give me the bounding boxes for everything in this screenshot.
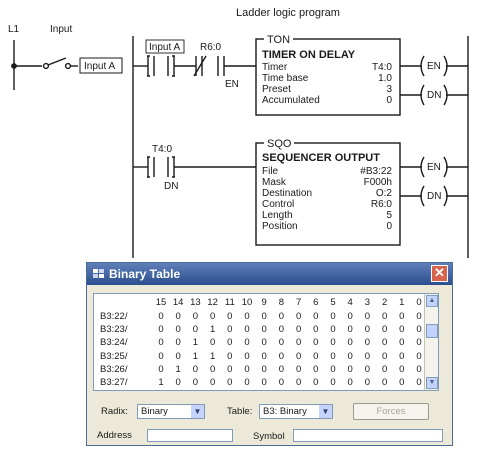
- scroll-up-icon[interactable]: ▲: [426, 295, 438, 307]
- field-value: 0: [386, 221, 392, 232]
- bit-cell[interactable]: 1: [192, 350, 199, 362]
- bit-cell[interactable]: 0: [330, 363, 336, 375]
- bit-cell[interactable]: 0: [227, 324, 233, 336]
- bit-cell[interactable]: 0: [399, 311, 405, 322]
- sqo-field-row: [262, 221, 392, 233]
- ton-field-row: [262, 95, 392, 107]
- bit-cell[interactable]: 0: [295, 377, 302, 388]
- bit-cell[interactable]: 0: [313, 324, 319, 336]
- radix-label: Radix:: [101, 406, 128, 417]
- field-key: Position: [262, 221, 298, 232]
- bit-cell[interactable]: 0: [158, 337, 164, 349]
- bit-cell[interactable]: 0: [364, 377, 371, 388]
- bit-header: 0: [416, 297, 422, 308]
- field-value: O:2: [375, 188, 392, 199]
- ton-dn-coil: DN: [427, 90, 442, 101]
- sqo-name: SEQUENCER OUTPUT: [262, 152, 380, 164]
- bit-header: 5: [330, 297, 336, 308]
- bit-cell[interactable]: 0: [347, 337, 353, 349]
- bit-cell[interactable]: 0: [416, 324, 422, 336]
- address-field[interactable]: [147, 429, 233, 442]
- bit-header: 15: [155, 297, 167, 308]
- scroll-thumb[interactable]: [426, 324, 438, 338]
- bit-cell[interactable]: 0: [381, 363, 388, 375]
- bit-cell[interactable]: 0: [313, 337, 319, 349]
- field-value: F000h: [363, 177, 392, 188]
- chevron-down-icon[interactable]: ▼: [191, 405, 204, 418]
- bit-cell[interactable]: 1: [209, 350, 216, 362]
- bit-cell[interactable]: 0: [295, 311, 302, 322]
- bit-cell[interactable]: 0: [158, 311, 164, 322]
- bit-cell[interactable]: 0: [416, 377, 422, 388]
- bit-cell[interactable]: 0: [209, 337, 216, 349]
- bit-cell[interactable]: 0: [261, 311, 267, 322]
- field-value: R6:0: [370, 199, 392, 210]
- field-value: 3: [386, 84, 392, 95]
- radix-select[interactable]: [137, 404, 205, 419]
- bit-cell[interactable]: 1: [175, 363, 181, 375]
- bit-cell[interactable]: 0: [192, 363, 199, 375]
- bit-cell[interactable]: 1: [209, 324, 216, 336]
- scroll-down-icon[interactable]: ▼: [426, 377, 438, 389]
- symbol-label: Symbol: [253, 431, 285, 442]
- bit-cell[interactable]: 0: [261, 377, 267, 388]
- bit-cell[interactable]: 0: [313, 311, 319, 322]
- bit-header: 4: [347, 297, 353, 308]
- l1-label: L1: [8, 24, 20, 35]
- field-value: 0: [386, 95, 392, 106]
- bit-cell[interactable]: 0: [381, 377, 388, 388]
- ton-type: TON: [264, 34, 293, 46]
- field-key: Destination: [262, 188, 313, 199]
- vertical-scrollbar[interactable]: [424, 294, 438, 390]
- bit-header: 12: [207, 297, 218, 308]
- rung1-nc-contact-address: R6:0: [200, 42, 222, 53]
- bit-cell[interactable]: 0: [209, 363, 216, 375]
- bit-cell[interactable]: 0: [192, 377, 199, 388]
- bit-cell[interactable]: 0: [227, 350, 233, 362]
- bit-cell[interactable]: 0: [313, 350, 319, 362]
- bit-cell[interactable]: 1: [158, 377, 164, 388]
- bit-cell[interactable]: 0: [261, 324, 267, 336]
- bit-cell[interactable]: 0: [227, 363, 233, 375]
- row-address-label: B3:25/: [100, 350, 128, 362]
- bit-cell[interactable]: 0: [364, 311, 371, 322]
- bit-cell[interactable]: 0: [158, 363, 164, 375]
- bit-cell[interactable]: 0: [381, 350, 388, 362]
- bit-cell[interactable]: 0: [347, 311, 353, 322]
- bit-cell[interactable]: 0: [347, 363, 353, 375]
- bit-cell[interactable]: 0: [192, 324, 199, 336]
- rung2-contact-address: T4:0: [152, 144, 173, 155]
- bit-cell[interactable]: 0: [175, 377, 181, 388]
- bit-cell[interactable]: 0: [244, 350, 250, 362]
- bit-cell[interactable]: 0: [278, 377, 285, 388]
- bit-cell[interactable]: 0: [295, 324, 302, 336]
- bit-cell[interactable]: 0: [175, 324, 181, 336]
- close-button[interactable]: [431, 265, 448, 282]
- bit-cell[interactable]: 0: [244, 363, 250, 375]
- bit-header: 10: [241, 297, 253, 308]
- bit-cell[interactable]: 0: [399, 337, 405, 349]
- bit-cell[interactable]: 0: [416, 350, 422, 362]
- bit-cell[interactable]: 0: [295, 337, 302, 349]
- field-value: 5: [386, 210, 392, 221]
- bit-cell[interactable]: 0: [175, 350, 181, 362]
- bit-cell[interactable]: 0: [399, 377, 405, 388]
- bit-cell[interactable]: 0: [416, 363, 422, 375]
- bit-cell[interactable]: 0: [278, 350, 285, 362]
- row-address-label: B3:24/: [100, 337, 128, 349]
- ton-fields: [262, 62, 392, 110]
- bit-cell[interactable]: 0: [330, 311, 336, 322]
- bit-cell[interactable]: 0: [313, 377, 319, 388]
- field-value: T4:0: [371, 62, 392, 73]
- row-address-label: B3:22/: [100, 311, 128, 322]
- bit-cell[interactable]: 0: [158, 324, 164, 336]
- bit-cell[interactable]: 0: [227, 311, 233, 322]
- bit-cell[interactable]: 0: [399, 363, 405, 375]
- chevron-down-icon[interactable]: ▼: [319, 405, 332, 418]
- bit-cell[interactable]: 0: [364, 337, 371, 349]
- bit-cell[interactable]: 0: [399, 350, 405, 362]
- sqo-dn-coil: DN: [427, 191, 442, 202]
- bit-cell[interactable]: 0: [227, 377, 233, 388]
- field-key: Length: [262, 210, 293, 221]
- field-key: Mask: [262, 177, 286, 188]
- bit-header: 6: [313, 297, 319, 308]
- table-value: B3: Binary: [263, 406, 307, 417]
- field-key: Timer: [262, 62, 288, 73]
- input-device-label: Input A: [84, 61, 116, 72]
- ton-name: TIMER ON DELAY: [262, 49, 356, 61]
- bit-header: 2: [381, 297, 388, 308]
- bit-cell[interactable]: 0: [278, 337, 285, 349]
- bit-cell[interactable]: 0: [381, 324, 388, 336]
- rung2-contact-bit: DN: [164, 181, 179, 192]
- bit-cell[interactable]: 0: [278, 311, 285, 322]
- rung1-contact-label: Input A: [149, 42, 181, 53]
- bit-cell[interactable]: 0: [192, 311, 199, 322]
- field-value: #B3:22: [360, 166, 392, 177]
- bit-cell[interactable]: 0: [347, 377, 353, 388]
- row-address-label: B3:27/: [100, 377, 128, 388]
- field-key: Control: [262, 199, 295, 210]
- sqo-en-coil: EN: [427, 162, 441, 173]
- bit-cell[interactable]: 0: [244, 377, 250, 388]
- input-label: Input: [50, 24, 73, 35]
- bit-header: 8: [278, 297, 285, 308]
- field-key: File: [262, 166, 279, 177]
- bit-cell[interactable]: 0: [364, 324, 371, 336]
- bit-cell[interactable]: 0: [347, 350, 353, 362]
- bit-cell[interactable]: 0: [313, 363, 319, 375]
- bit-cell[interactable]: 0: [278, 363, 285, 375]
- field-value: 1.0: [378, 73, 392, 84]
- bit-cell[interactable]: 0: [416, 337, 422, 349]
- bit-cell[interactable]: 0: [244, 337, 250, 349]
- binary-table-window: [86, 262, 453, 446]
- bit-cell[interactable]: 0: [381, 337, 388, 349]
- forces-button[interactable]: Forces: [353, 403, 429, 420]
- bit-cell[interactable]: 0: [330, 337, 336, 349]
- bit-cell[interactable]: 0: [295, 363, 302, 375]
- bit-cell[interactable]: 0: [416, 311, 422, 322]
- window-title: Binary Table: [109, 267, 181, 281]
- bit-cell[interactable]: 0: [364, 350, 371, 362]
- bit-header: 11: [224, 297, 235, 308]
- bit-header: 14: [172, 297, 184, 308]
- bit-cell[interactable]: 0: [364, 363, 371, 375]
- bit-cell[interactable]: 1: [192, 337, 199, 349]
- bit-cell[interactable]: 0: [261, 350, 267, 362]
- close-icon: ✕: [434, 265, 445, 280]
- bit-cell[interactable]: 0: [158, 350, 164, 362]
- bit-cell[interactable]: 0: [330, 350, 336, 362]
- bit-cell[interactable]: 0: [175, 311, 181, 322]
- sqo-type: SQO: [264, 138, 294, 150]
- bit-header: 1: [399, 297, 405, 308]
- bit-header: 3: [364, 297, 371, 308]
- bit-cell[interactable]: 0: [175, 337, 181, 349]
- bit-cell[interactable]: 0: [399, 324, 405, 336]
- table-select[interactable]: [259, 404, 333, 419]
- title-bar[interactable]: [87, 263, 452, 285]
- bit-cell[interactable]: 0: [330, 324, 336, 336]
- address-label: Address: [97, 430, 132, 441]
- radix-value: Binary: [141, 406, 168, 417]
- bit-cell[interactable]: 0: [330, 377, 336, 388]
- field-key: Preset: [262, 84, 291, 95]
- bit-cell[interactable]: 0: [347, 324, 353, 336]
- sqo-fields: [262, 166, 392, 238]
- bit-cell[interactable]: 0: [261, 337, 267, 349]
- bit-cell[interactable]: 0: [209, 311, 216, 322]
- diagram-title: Ladder logic program: [236, 7, 340, 19]
- bit-cell[interactable]: 0: [227, 337, 233, 349]
- row-address-label: B3:26/: [100, 363, 128, 375]
- field-key: Accumulated: [262, 95, 320, 106]
- field-key: Time base: [262, 73, 309, 84]
- bit-cell[interactable]: 0: [209, 377, 216, 388]
- symbol-field[interactable]: [293, 429, 443, 442]
- table-label: Table:: [227, 406, 253, 417]
- bit-header: 9: [261, 297, 267, 308]
- bit-cell[interactable]: 0: [261, 363, 267, 375]
- bit-header: 7: [295, 297, 302, 308]
- row-address-label: B3:23/: [100, 324, 128, 336]
- bit-grid[interactable]: [93, 293, 439, 391]
- ton-en-coil: EN: [427, 61, 441, 72]
- bit-cell[interactable]: 0: [244, 311, 250, 322]
- rung1-nc-contact-bit: EN: [225, 79, 239, 90]
- bit-cell[interactable]: 0: [295, 350, 302, 362]
- bit-cell[interactable]: 0: [278, 324, 285, 336]
- bit-cell[interactable]: 0: [381, 311, 388, 322]
- table-icon: [92, 267, 105, 280]
- bit-header: 13: [190, 297, 201, 308]
- bit-cell[interactable]: 0: [244, 324, 250, 336]
